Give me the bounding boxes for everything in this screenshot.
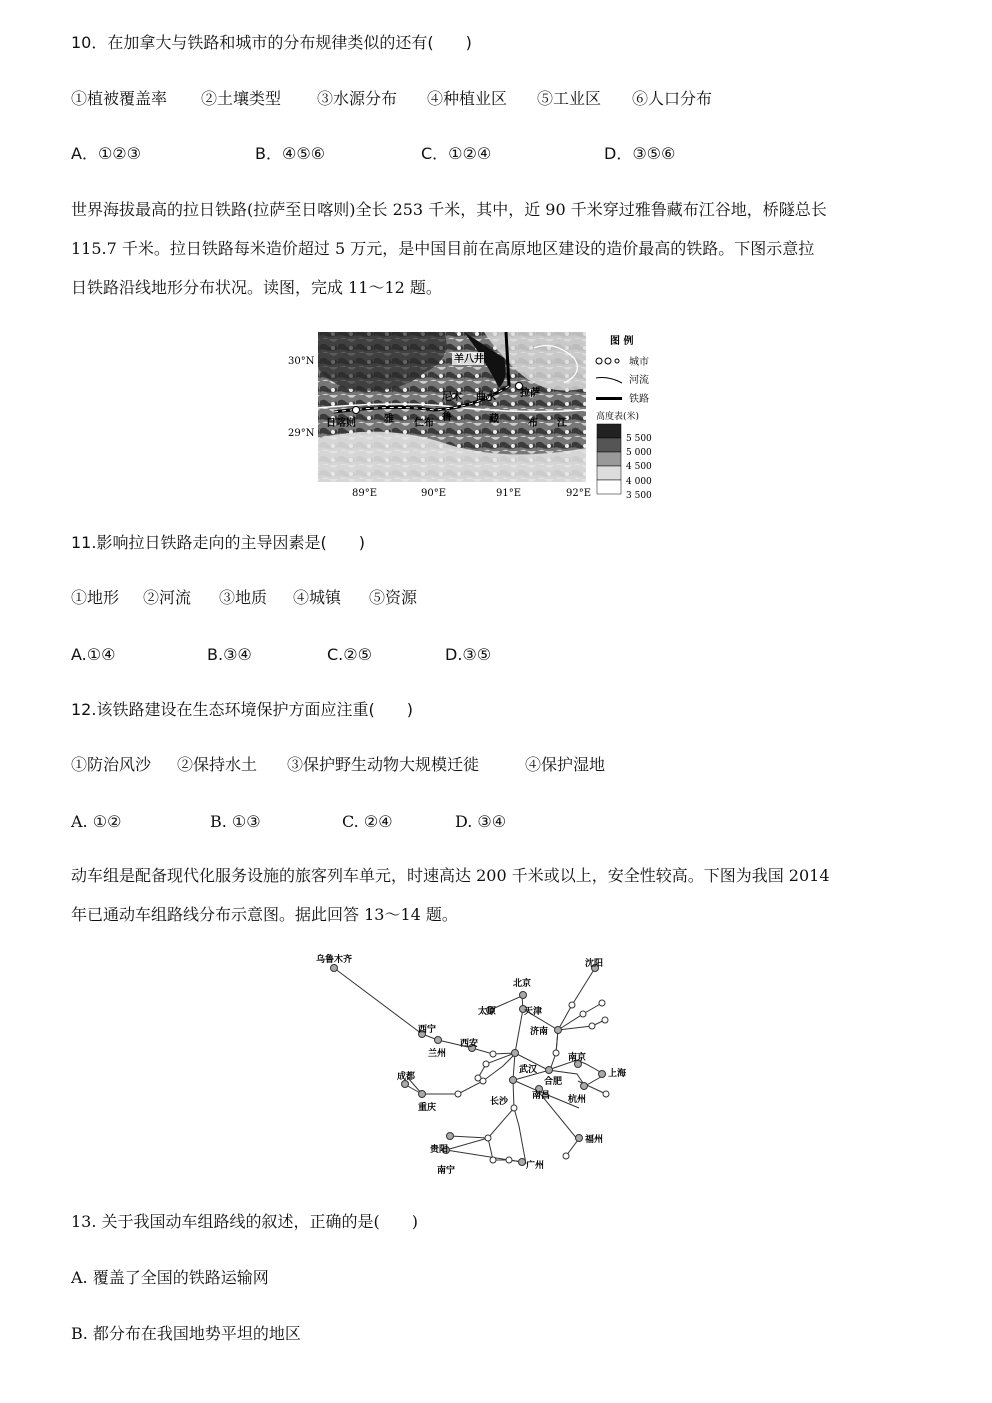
q11-item: ⑤资源 xyxy=(369,588,418,607)
option-b: B．④⑤⑥ xyxy=(255,144,326,163)
q10-item: ①植被覆盖率 xyxy=(71,89,168,108)
legend-city: 城市 xyxy=(629,357,649,368)
city-marker xyxy=(353,407,360,414)
city-label: 贵阳 xyxy=(430,1145,449,1155)
q11-stem: 11.影响拉日铁路走向的主导因素是( ) xyxy=(71,533,365,552)
q10-item: ⑤工业区 xyxy=(537,89,602,108)
lon-label: 92°E xyxy=(566,488,592,499)
q13-stem: 13. 关于我国动车组路线的叙述，正确的是( ) xyxy=(71,1212,419,1231)
legend-level: 4 500 xyxy=(626,462,652,472)
legend-height-title: 高度表(米) xyxy=(596,412,640,422)
legend-river: 河流 xyxy=(629,375,649,386)
city-label: 南宁 xyxy=(437,1166,456,1176)
emu-route-map xyxy=(300,948,650,1184)
lat-label: 29°N xyxy=(288,428,315,439)
place-label: 日喀则 xyxy=(326,418,356,429)
option-d: D.③⑤ xyxy=(445,645,492,664)
option-b: B.③④ xyxy=(207,645,252,664)
city-label: 合肥 xyxy=(544,1077,563,1087)
option-b: B. 都分布在我国地势平坦的地区 xyxy=(71,1324,301,1343)
q12-item: ③保护野生动物大规模迁徙 xyxy=(287,755,480,774)
city-label: 济南 xyxy=(530,1027,549,1037)
q11-item: ②河流 xyxy=(143,588,192,607)
option-c: C. ②④ xyxy=(342,812,393,831)
city-label: 乌鲁木齐 xyxy=(316,955,353,965)
city-label: 广州 xyxy=(526,1161,545,1171)
passage1-line1: 世界海拔最高的拉日铁路(拉萨至日喀则)全长 253 千米，其中，近 90 千米穿过雅鲁藏布江谷地，桥隧总长 xyxy=(71,200,827,219)
passage1-line3: 日铁路沿线地形分布状况。读图，完成 11～12 题。 xyxy=(71,278,442,297)
city-label: 北京 xyxy=(513,979,532,989)
city-label: 太原 xyxy=(478,1007,497,1017)
lon-label: 89°E xyxy=(352,488,378,499)
city-label: 成都 xyxy=(397,1072,416,1082)
city-label: 福州 xyxy=(585,1135,604,1145)
city-label: 西安 xyxy=(460,1039,479,1049)
route-lines xyxy=(334,968,606,1164)
q12-stem: 12.该铁路建设在生态环境保护方面应注重( ) xyxy=(71,700,413,719)
q11-item: ④城镇 xyxy=(293,588,342,607)
q10-item: ②土壤类型 xyxy=(201,89,282,108)
place-label: 拉萨 xyxy=(520,388,540,399)
place-label: 鲁 xyxy=(442,412,452,423)
city-label: 南昌 xyxy=(532,1091,551,1101)
place-label: 曲水 xyxy=(476,392,496,403)
legend-level: 5 000 xyxy=(626,448,652,458)
place-label: 雅 xyxy=(384,414,394,425)
city-label: 兰州 xyxy=(428,1049,447,1059)
option-b: B. ①③ xyxy=(210,812,261,831)
place-label: 藏 xyxy=(489,414,499,425)
city-label: 西宁 xyxy=(418,1025,437,1035)
city-label: 长沙 xyxy=(490,1097,509,1107)
option-a: A．①②③ xyxy=(71,144,141,163)
option-d: D. ③④ xyxy=(455,812,507,831)
lari-railway-map xyxy=(284,328,664,504)
city-label: 杭州 xyxy=(568,1095,587,1105)
legend-title: 图 例 xyxy=(610,336,634,347)
lon-label: 91°E xyxy=(496,488,522,499)
legend-level: 5 500 xyxy=(626,434,652,444)
place-label: 羊八井 xyxy=(454,354,484,365)
city-label: 南京 xyxy=(568,1053,587,1063)
city-label: 上海 xyxy=(608,1069,627,1079)
option-c: C.②⑤ xyxy=(327,645,372,664)
q12-item: ④保护湿地 xyxy=(525,755,606,774)
legend-rail: 铁路 xyxy=(629,394,649,405)
passage2-line2: 年已通动车组路线分布示意图。据此回答 13～14 题。 xyxy=(71,905,458,924)
q10-item: ④种植业区 xyxy=(427,89,508,108)
lat-label: 30°N xyxy=(288,356,315,367)
option-a: A. 覆盖了全国的铁路运输网 xyxy=(71,1268,269,1287)
city-label: 天津 xyxy=(524,1007,543,1017)
option-c: C．①②④ xyxy=(421,144,492,163)
q11-item: ①地形 xyxy=(71,588,120,607)
place-label: 尼木 xyxy=(442,392,462,403)
q12-item: ①防治风沙 xyxy=(71,755,152,774)
legend-level: 3 500 xyxy=(626,491,652,501)
lon-label: 90°E xyxy=(421,488,447,499)
legend-level: 4 000 xyxy=(626,477,652,487)
q10-stem: 10．在加拿大与铁路和城市的分布规律类似的还有( ) xyxy=(71,33,472,52)
q11-item: ③地质 xyxy=(219,588,268,607)
option-d: D．③⑤⑥ xyxy=(604,144,676,163)
city-label: 武汉 xyxy=(519,1065,538,1075)
q10-item: ③水源分布 xyxy=(317,89,398,108)
place-label: 江 xyxy=(557,418,567,429)
city-label: 沈阳 xyxy=(585,959,604,969)
q10-item: ⑥人口分布 xyxy=(632,89,713,108)
place-label: 仁布 xyxy=(414,418,434,429)
city-dots xyxy=(331,965,606,1166)
option-a: A.①④ xyxy=(71,645,116,664)
passage2-line1: 动车组是配备现代化服务设施的旅客列车单元，时速高达 200 千米或以上，安全性较高。下图为我国 2014 xyxy=(71,866,830,885)
option-a: A. ①② xyxy=(71,812,122,831)
city-label: 重庆 xyxy=(418,1103,437,1113)
passage1-line2: 115.7 千米。拉日铁路每米造价超过 5 万元，是中国目前在高原地区建设的造价最高的铁路。下图示意拉 xyxy=(71,239,815,258)
q12-item: ②保持水土 xyxy=(177,755,258,774)
place-label: 布 xyxy=(528,418,538,429)
